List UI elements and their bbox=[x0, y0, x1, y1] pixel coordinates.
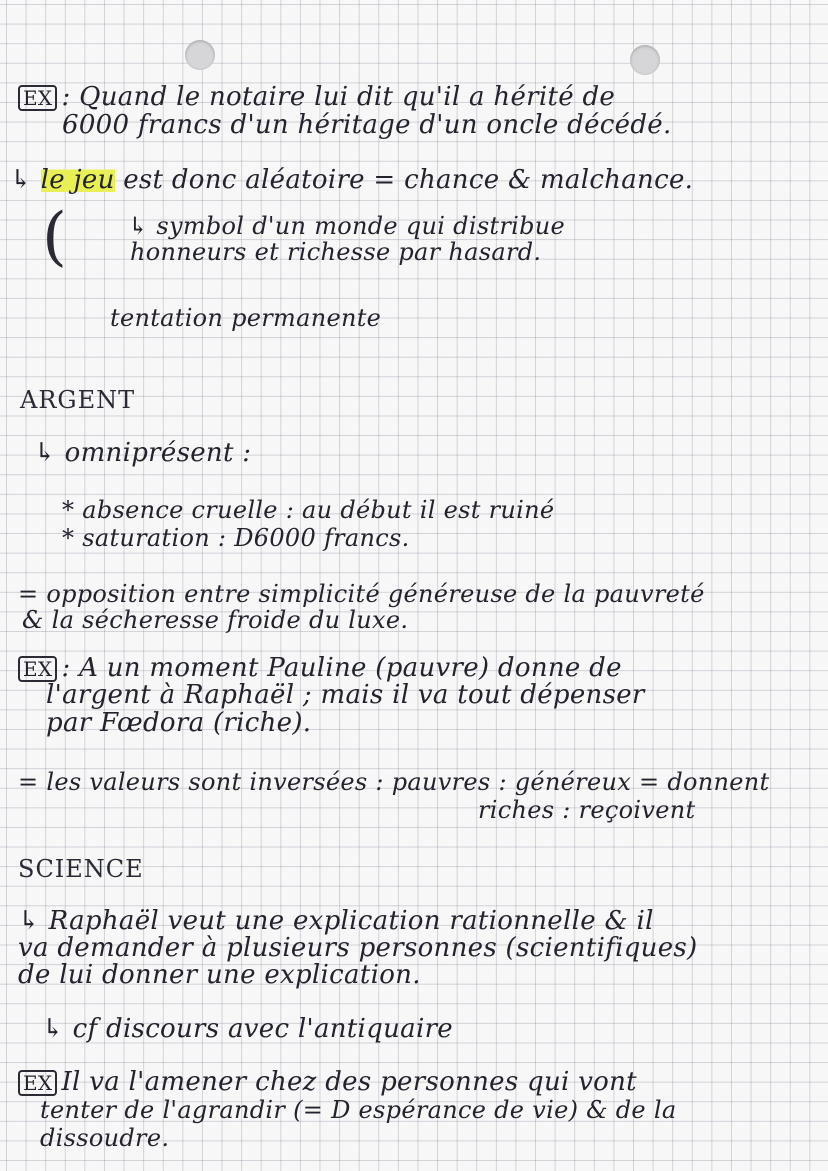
note-line-21: EX Il va l'amener chez des personnes qui vont bbox=[18, 1067, 637, 1097]
note-line-6: tentation permanente bbox=[110, 304, 382, 332]
note-line-7: ↳ omniprésent : bbox=[34, 438, 252, 468]
note-line-20: ↳ cf discours avec l'antiquaire bbox=[42, 1014, 453, 1044]
note-line-17: ↳ Raphaël veut une explication rationnelle & il bbox=[18, 906, 654, 936]
note-line-10: = opposition entre simplicité généreuse de la pauvreté bbox=[18, 580, 705, 608]
note-line-5: honneurs et richesse par hasard. bbox=[130, 238, 542, 266]
note-line-11: & la sécheresse froide du luxe. bbox=[22, 606, 409, 634]
bracket-icon: ( bbox=[42, 200, 67, 274]
note-line-14: par Fœdora (riche). bbox=[46, 708, 312, 738]
note-line-19: de lui donner une explication. bbox=[18, 960, 421, 990]
section-heading-science: SCIENCE bbox=[18, 855, 144, 883]
highlighted-term: le jeu bbox=[40, 165, 115, 195]
note-line-9: * saturation : D6000 francs. bbox=[62, 524, 410, 552]
note-line-8: * absence cruelle : au début il est ruiné bbox=[62, 496, 555, 524]
example-tag: EX bbox=[18, 1070, 57, 1096]
section-heading-argent: ARGENT bbox=[20, 386, 135, 414]
note-line-4: ↳ symbol d'un monde qui distribue bbox=[128, 212, 566, 240]
note-line-3: ↳ le jeu est donc aléatoire = chance & malchance. bbox=[10, 165, 694, 195]
note-line-12: EX : A un moment Pauline (pauvre) donne de bbox=[18, 653, 622, 683]
note-line-16: riches : reçoivent bbox=[478, 796, 696, 824]
note-line-23: dissoudre. bbox=[40, 1124, 170, 1152]
binder-hole-left bbox=[185, 40, 215, 70]
example-tag: EX bbox=[18, 85, 57, 111]
example-tag: EX bbox=[18, 656, 57, 682]
note-line-13: l'argent à Raphaël ; mais il va tout dépenser bbox=[46, 680, 645, 710]
note-line-1: EX : Quand le notaire lui dit qu'il a hérité de bbox=[18, 82, 615, 112]
arrow-icon: ↳ bbox=[10, 165, 33, 195]
note-line-15: = les valeurs sont inversées : pauvres : généreux = donnent bbox=[18, 768, 770, 796]
binder-hole-right bbox=[630, 45, 660, 75]
note-line-2: 6000 francs d'un héritage d'un oncle décédé. bbox=[62, 110, 672, 140]
note-line-18: va demander à plusieurs personnes (scientifiques) bbox=[18, 933, 698, 963]
note-line-22: tenter de l'agrandir (= D espérance de vie) & de la bbox=[40, 1096, 677, 1124]
